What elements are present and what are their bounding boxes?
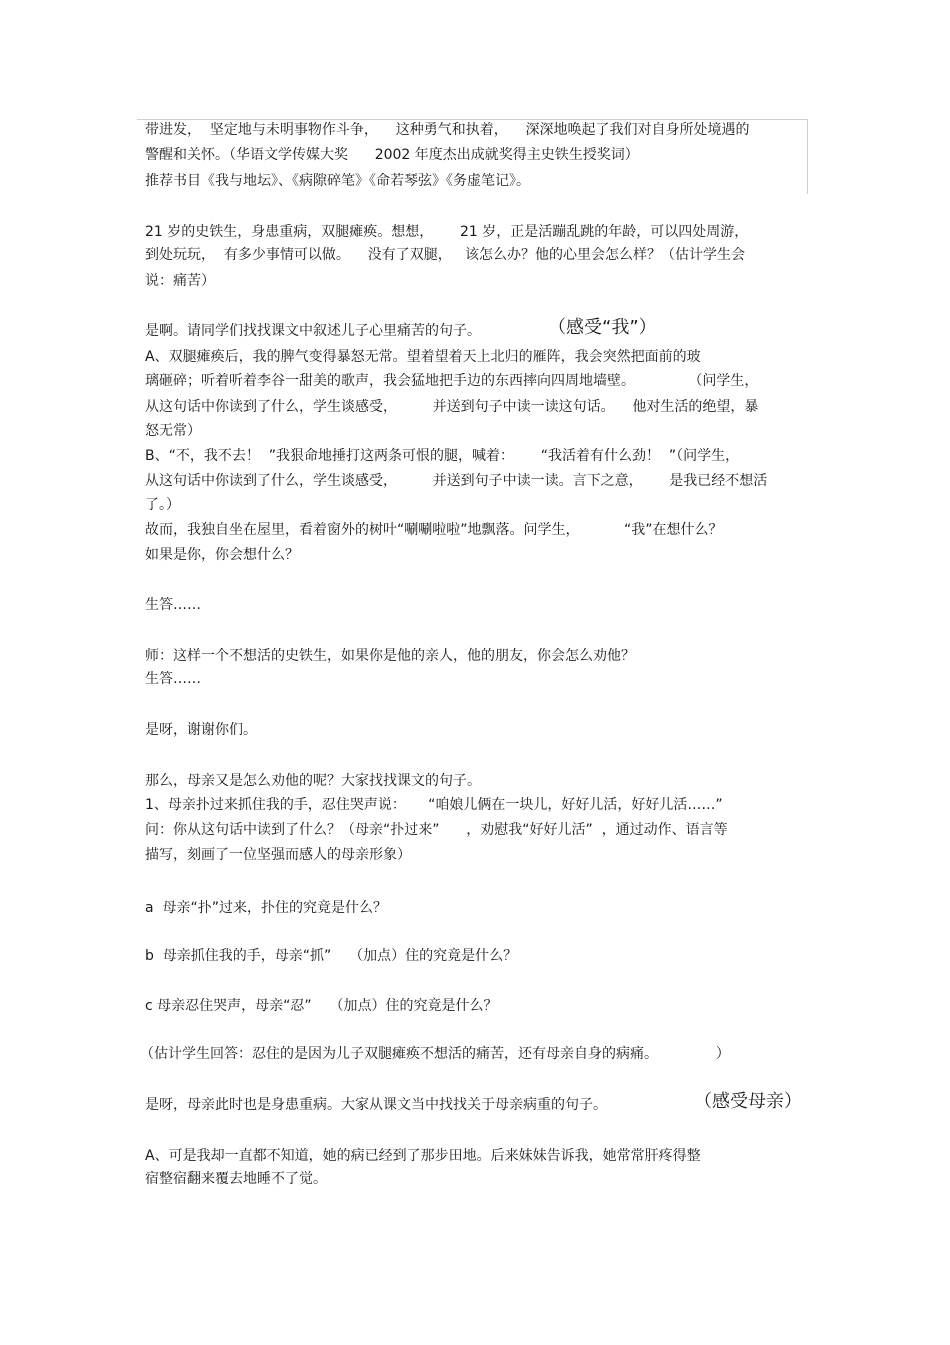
student-answer-2: 生答……: [145, 671, 201, 687]
recommended-books: 推荐书目《我与地坛》、《病隙碎笔》《命若琴弦》《务虚笔记》。: [145, 173, 530, 189]
thanks-line: 是呀，谢谢你们。: [145, 722, 257, 738]
item-a-line-1: A、双腿瘫痪后，我的脾气变得暴怒无常。望着望着天上北归的雁阵，我会突然把面前的玻: [145, 349, 701, 365]
intro-line-1: 21 岁的史铁生，身患重病，双腿瘫痪。想想， 21 岁，正是活蹦乱跳的年龄，可以四处周游，: [145, 224, 749, 240]
item-a2-line-1: A、可是我却一直都不知道，她的病已经到了那步田地。后来妹妹告诉我，她常常肝疼得整: [145, 1148, 701, 1164]
award-line-1: 带进发， 坚定地与未明事物作斗争， 这种勇气和执着， 深深地唤起了我们对自身所处境遇的: [145, 122, 750, 138]
item-b-line-3: 了。）: [145, 497, 180, 513]
section2-prompt: 是呀，母亲此时也是身患重病。大家从课文当中找找关于母亲病重的句子。: [145, 1097, 607, 1113]
question-b: b 母亲抓住我的手，母亲“抓” （加点）住的究竟是什么？: [145, 948, 518, 964]
section1-tag: （感受“我”）: [548, 317, 657, 338]
item-a-line-3: 从这句话中你读到了什么，学生谈感受， 并送到句子中读一读这句话。 他对生活的绝望，暴: [145, 399, 759, 415]
item-a-line-4: 怒无常）: [145, 423, 201, 439]
teacher-question: 师：这样一个不想活的史铁生，如果你是他的亲人，他的朋友，你会怎么劝他？: [145, 648, 635, 664]
question-c: c 母亲忍住哭声，母亲“忍” （加点）住的究竟是什么？: [145, 998, 498, 1014]
item-a2-line-2: 宿整宿翻来覆去地睡不了觉。: [145, 1171, 327, 1187]
section2-tag: （感受母亲）: [694, 1091, 802, 1112]
item-c-line-2: 如果是你，你会想什么？: [145, 547, 299, 563]
item-b-line-1: B、“不，我不去！ ”我狠命地捶打这两条可恨的腿，喊着： “我活着有什么劲！ ”（问学生，: [145, 448, 740, 464]
item-1-line-2: 问：你从这句话中读到了什么？（母亲“扑过来” ，劝慰我“好好儿活” ，通过动作、语言等: [145, 822, 728, 838]
question-a: a 母亲“扑”过来，扑住的究竟是什么？: [145, 900, 387, 916]
section1-prompt: 是啊。请同学们找找课文中叙述儿子心里痛苦的句子。: [145, 323, 481, 339]
item-1-line-3: 描写，刻画了一位坚强而感人的母亲形象）: [145, 847, 411, 863]
award-line-2: 警醒和关怀。（华语文学传媒大奖 2002 年度杰出成就奖得主史铁生授奖词）: [145, 147, 639, 163]
intro-line-3: 说：痛苦）: [145, 273, 215, 289]
intro-line-2: 到处玩玩， 有多少事情可以做。 没有了双腿， 该怎么办？他的心里会怎么样？（估计学生会: [145, 247, 746, 263]
estimated-answer: （估计学生回答：忍住的是因为儿子双腿瘫痪不想活的痛苦，还有母亲自身的病痛。 ）: [140, 1046, 730, 1062]
item-c-line-1: 故而，我独自坐在屋里，看着窗外的树叶“唰唰啦啦”地飘落。问学生， “我”在想什么？: [145, 522, 723, 538]
item-a-line-2: 璃砸碎；听着听着李谷一甜美的歌声，我会猛地把手边的东西摔向四周地墙壁。 （问学生，: [145, 373, 759, 389]
mother-question: 那么，母亲又是怎么劝他的呢？大家找找课文的句子。: [145, 773, 481, 789]
student-answer-1: 生答……: [145, 597, 201, 613]
item-1-line-1: 1、母亲扑过来抓住我的手，忍住哭声说： “咱娘儿俩在一块儿，好好儿活，好好儿活……”: [145, 797, 723, 813]
item-b-line-2: 从这句话中你读到了什么，学生谈感受， 并送到句子中读一读。言下之意， 是我已经不想活: [145, 473, 768, 489]
